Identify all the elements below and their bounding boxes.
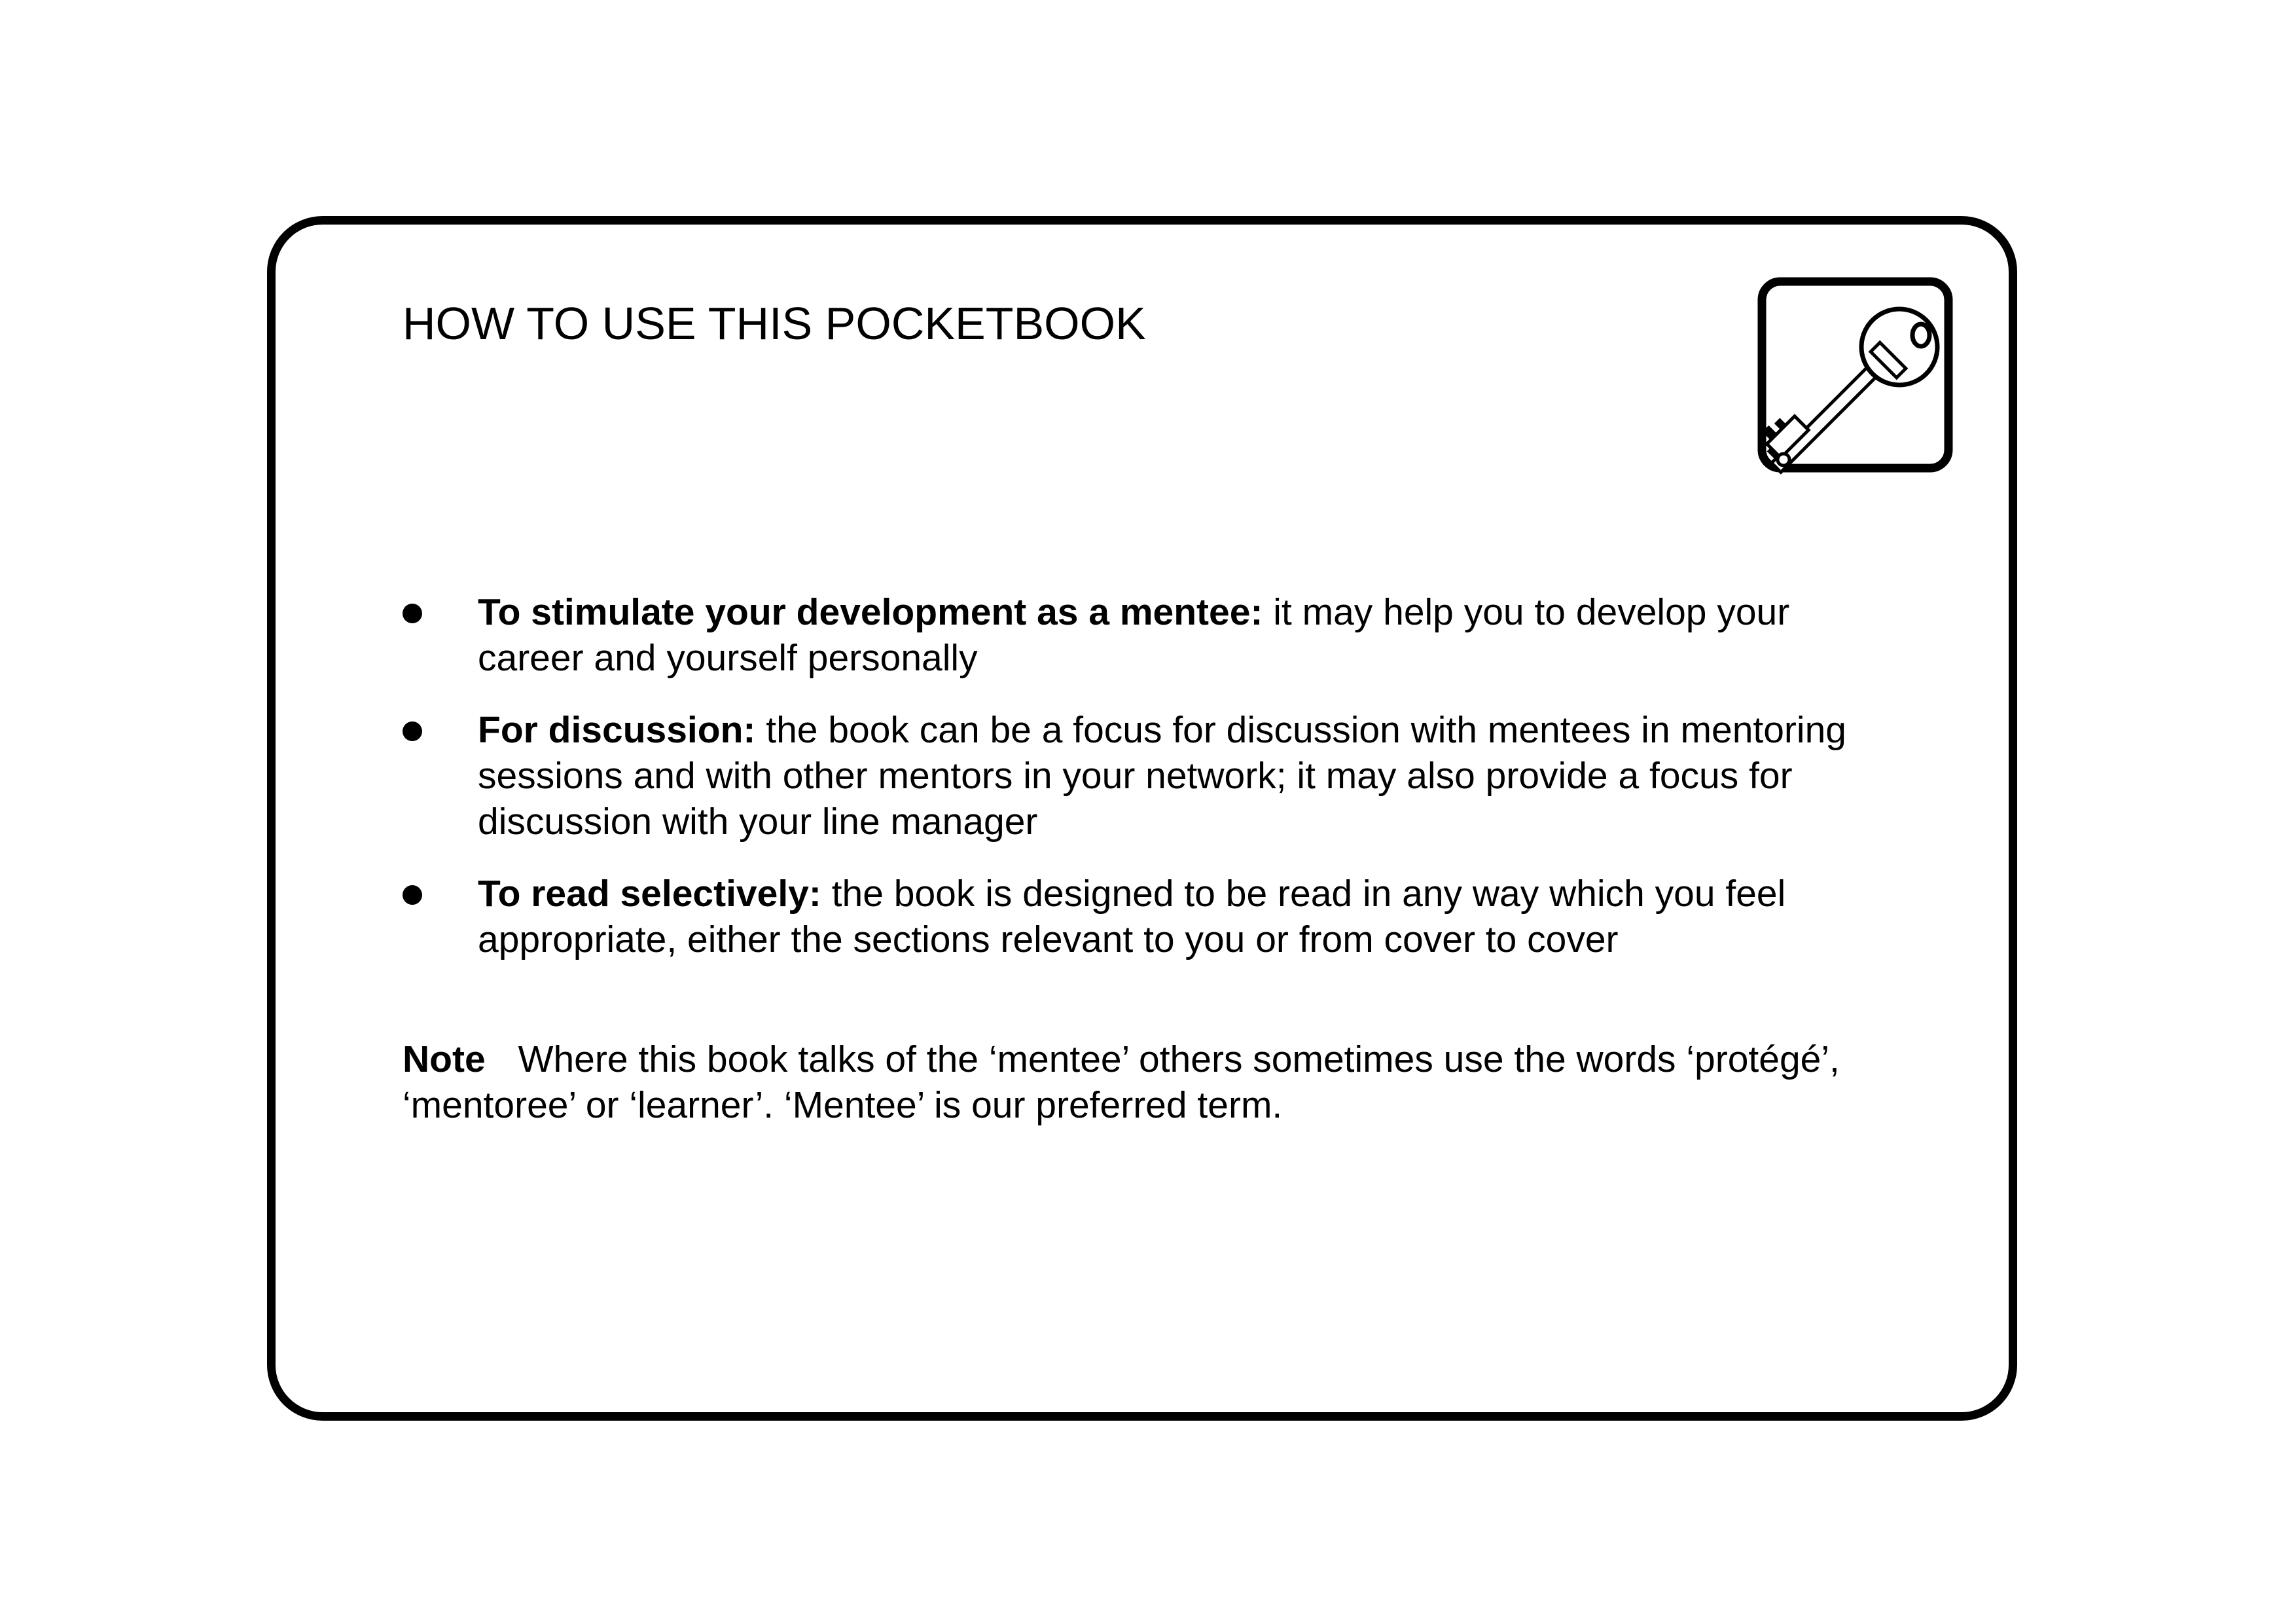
- bullet-list: [403, 589, 1895, 989]
- bullet-text: it may help you to develop your career and yourself personally: [478, 591, 1790, 679]
- bullet-text: the book can be a focus for discussion with mentees in mentoring sessions and with other mentors in your network; it may also provide a focus for discussion with your line manager: [478, 709, 1846, 843]
- key-icon: [1728, 275, 1957, 491]
- list-item: [403, 707, 1895, 845]
- bullet-text: the book is designed to be read in any way which you feel appropriate, either the sections relevant to you or from cover to cover: [478, 873, 1786, 960]
- note-label: Note: [403, 1038, 486, 1080]
- page-title: HOW TO USE THIS POCKETBOOK: [403, 298, 1146, 349]
- bullet-dot: [403, 885, 422, 905]
- list-item: [403, 871, 1895, 962]
- note-paragraph: [403, 1036, 1908, 1128]
- bullet-dot: [403, 721, 422, 741]
- list-item: [403, 589, 1895, 681]
- bullet-lead: To stimulate your development as a mentee:: [478, 591, 1263, 633]
- bullet-lead: To read selectively:: [478, 873, 821, 915]
- note-text: Where this book talks of the ‘mentee’ others sometimes use the words ‘protégé’, ‘mentoree’ or ‘learner’. ‘Mentee’ is our preferred term.: [403, 1038, 1840, 1126]
- bullet-dot: [403, 604, 422, 623]
- bullet-lead: For discussion:: [478, 709, 756, 751]
